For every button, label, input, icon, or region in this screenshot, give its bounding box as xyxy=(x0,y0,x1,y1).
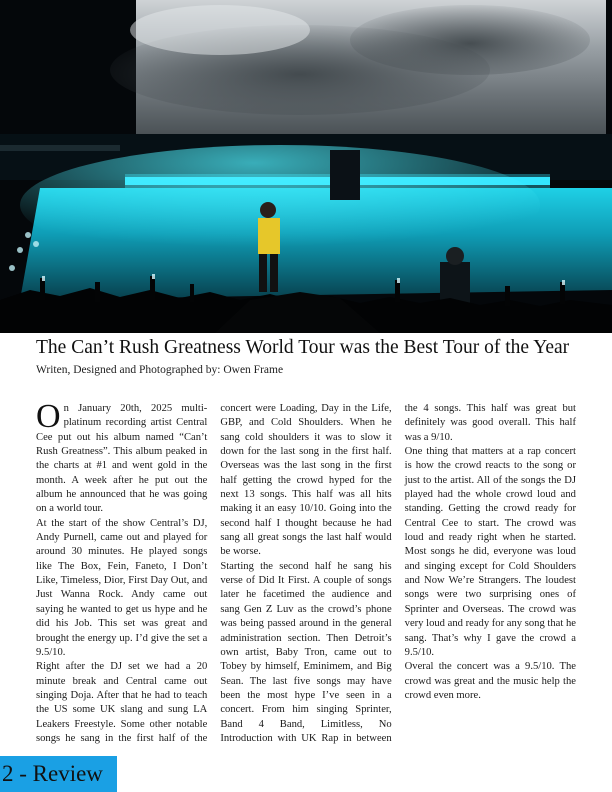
article-paragraph: Overal the concert was a 9.5/10. The crowd was great and the music help the crowd even more. xyxy=(404,661,576,701)
article-paragraph xyxy=(36,398,208,517)
paragraph-text: n January 20th, 2025 multi-platinum recording artist Central Cee put out his album named “Can’t Rush Greatness”. This album peaked in the charts at #1 and went gold in the month. A week after he put out the album he announced that he was going on a world tour. xyxy=(36,403,208,515)
drop-cap: O xyxy=(36,398,61,435)
article-byline: Writen, Designed and Photographed by: Owen Frame xyxy=(36,364,284,376)
article-headline: The Can’t Rush Greatness World Tour was the Best Tour of the Year xyxy=(36,337,570,358)
concert-photo xyxy=(0,0,612,333)
article-paragraph: At the start of the show Central’s DJ, Andy Purnell, came out and played for around 30 minutes. He played songs like The Box, Fein, Faneto, I Don’t Like, Timeless, Dior, First Day Out, and Just Wanna Rock. Andy came out saying he wanted to get us hype and he did his Job. This set was great and brought the energy up. I’d give the set a 9.5/10. xyxy=(36,517,208,658)
page-footer-tab xyxy=(0,756,117,792)
article-paragraph: Right after the DJ set we had a 20 minute break and Central came out singing Doja. After that he had to teach the US some UK slang and sung LA Leakers Freestyle. Some other notable songs he sang in the first half of the concert were Loading, Day in the Life, GBP, and Cold Shoulders. When he sang cold shoulders it was to slow it down for the last song in the first half. Overseas was the last song in the first half getting the crowd hyped for the next 13 songs. This half was all hits making it an easy 10/10. Going into the second half I thought because he had sang all great songs the last half would be worse. xyxy=(36,403,392,744)
article-body xyxy=(36,398,576,752)
article-paragraph: One thing that matters at a rap concert is how the crowd reacts to the song or just to the artist. All of the songs the DJ played had the whole crowd loud and standing. Getting the crowd ready for Central Cee to start. The crowd was loud and ready right when he started. Most songs he did, everyone was loud and singing except for Cold Shoulders and Now We’re Strangers. The loudest songs were two surprising ones of Sprinter and Overseas. The crowd was very loud and ready for any song that he sang. That’s why I gave the crowd a 9.5/10. xyxy=(404,446,576,658)
article-paragraph: Starting the second half he sang his verse of Did It First. A couple of songs later he facetimed the audience and sang Gen Z Luv as the crowd’s phone was being passed around in the general administration section. Then Detroit’s own artist, Baby Tron, came out to Tobey by himself, Eminimem, and Big Sean. The last five songs may have been the most hype I’ve seen in a concert. From him singing Sprinter, Band 4 Band, Limitless, No Introduction with UK Rap in between the 4 songs. This half was great but definitely was good overall. This half was a 9/10. xyxy=(220,403,576,744)
concert-photo-art xyxy=(0,0,612,333)
page-label: 2 - Review xyxy=(2,761,103,786)
